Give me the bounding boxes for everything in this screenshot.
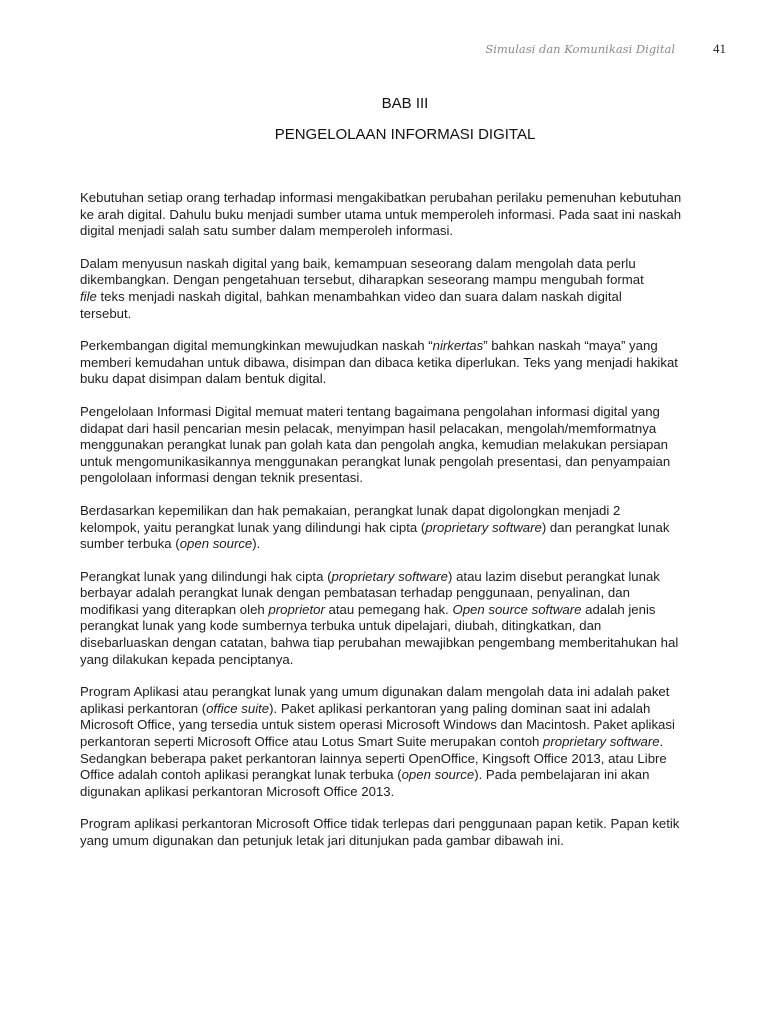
chapter-title: PENGELOLAAN INFORMASI DIGITAL [274,126,536,143]
italic-term: proprietary software [543,734,660,750]
paragraph: Dalam menyusun naskah digital yang baik, kemampuan seseorang dalam mengolah data perlu dikembangkan. Dengan pengetahuan tersebut, diharapkan seseorang mampu mengubah format file teks menjadi naskah digital, bahkan menambahkan video dan suara dalam naskah digital tersebut. [80,255,644,321]
running-head [0,42,768,60]
italic-term: file [80,288,97,304]
chapter-label: BAB III [381,95,429,112]
paragraph: Perangkat lunak yang dilindungi hak cipta (proprietary software) atau lazim disebut perangkat lunak berbayar adalah perangkat lunak dengan pembatasan terhadap penggunaan, penyalinan, dan modifikasi yang diterapkan oleh proprietor atau pemegang hak. Open source software adalah jenis perangkat lunak yang kode sumbernya terbuka untuk dipelajari, diubah, ditingkatkan, dan disebarluaskan dengan catatan, bahwa tiap perubahan mewajibkan pengembang memberitahukan hal yang dilakukan kepada penciptanya. [80,568,679,667]
italic-term: Open source software [452,601,582,617]
italic-term: proprietary software [425,519,542,535]
italic-term: open source [401,767,475,783]
paragraph: Perkembangan digital memungkinkan mewujudkan naskah “nirkertas” bahkan naskah “maya” yang memberi kemudahan untuk dibawa, disimpan dan dibaca ketika diperlukan. Teks yang menjadi hakikat buku dapat disimpan dalam bentuk digital. [80,338,678,387]
italic-term: proprietary software [331,568,449,584]
paragraph: Kebutuhan setiap orang terhadap informasi mengakibatkan perubahan perilaku pemenuhan kebutuhan ke arah digital. Dahulu buku menjadi sumber utama untuk memperoleh informasi. Pada saat ini naskah digital menjadi salah satu sumber dalam memperoleh informasi. [80,190,682,239]
italic-term: proprietor [268,601,325,617]
italic-term: open source [179,536,253,552]
running-head-title: Simulasi dan Komunikasi Digital [485,42,675,56]
paragraph: Pengelolaan Informasi Digital memuat materi tentang bagaimana pengolahan informasi digital yang didapat dari hasil pencarian mesin pelacak, menyimpan hasil pelacakan, mengolah/memformatnya menggunakan perangkat lunak pan golah kata dan pengolah angka, kemudian melakukan persiapan untuk mengomunikasikannya menggunakan perangkat lunak pengolah presentasi, dan penyampaian pengololaan informasi dengan teknik presentasi. [80,403,671,486]
body-text [80,190,732,866]
italic-term: office suite [206,700,270,716]
paragraph: Berdasarkan kepemilikan dan hak pemakaian, perangkat lunak dapat digolongkan menjadi 2 kelompok, yaitu perangkat lunak yang dilindungi hak cipta (proprietary software) dan perangkat lunak sumber terbuka (open source). [80,502,670,552]
paragraph: Program Aplikasi atau perangkat lunak yang umum digunakan dalam mengolah data ini adalah paket aplikasi perkantoran (office suite). Paket aplikasi perkantoran yang paling dominan saat ini adalah Microsoft Office, yang tersedia untuk sistem operasi Microsoft Windows dan Macintosh. Paket aplikasi perkantoran seperti Microsoft Office atau Lotus Smart Suite merupakan contoh proprietary software. Sedangkan beberapa paket perkantoran lainnya seperti OpenOffice, Kingsoft Office 2013, atau Libre Office adalah contoh aplikasi perangkat lunak terbuka (open source). Pada pembelajaran ini akan digunakan aplikasi perkantoran Microsoft Office 2013. [80,684,675,799]
page-number: 41 [713,41,726,56]
italic-term: nirkertas [432,338,484,354]
chapter-heading [0,95,768,144]
paragraph: Program aplikasi perkantoran Microsoft Office tidak terlepas dari penggunaan papan ketik. Papan ketik yang umum digunakan dan petunjuk letak jari ditunjukan pada gambar dibawah ini. [80,816,680,848]
